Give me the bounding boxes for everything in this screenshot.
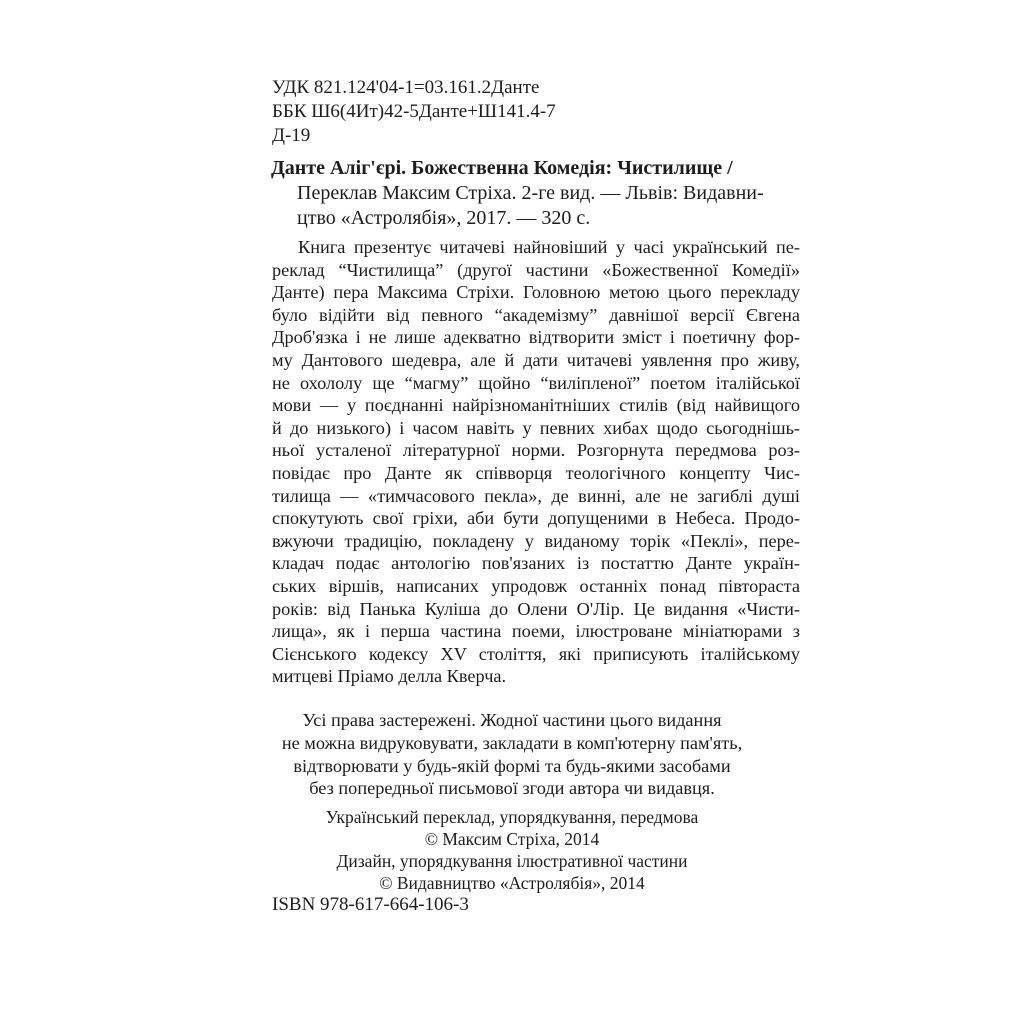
annotation-line: мови — у поєднанні найрізноманітніших стилів (від найвищого (272, 395, 800, 416)
isbn: ISBN 978-617-664-106-3 (272, 894, 469, 915)
annotation-line: вжуючи традицію, покладену у виданому торік «Пеклі», пере- (272, 530, 800, 551)
rights-line: Усі права застережені. Жодної частини цього видання (302, 710, 722, 730)
annotation-line: тилища — «тимчасового пекла», де винні, але не загиблі душі (272, 485, 800, 506)
copyright-credits (240, 806, 784, 894)
annotation-line: Книга презентує читачеві найновіший у часі український пе- (298, 237, 800, 257)
rights-line: без попередньої письмової згоди автора чи видавця. (309, 778, 715, 799)
annotation-line: му Дантового шедевра, але й дати читачеві уявлення про живу, (272, 349, 800, 370)
annotation-line: й до низького) і часом навіть у певних хибах щодо сьогоднішь- (272, 417, 800, 438)
annotation-line: було відійти від певного “академізму” давнішої версії Євгена (272, 304, 800, 325)
rights-line: не можна видруковувати, закладати в комп'ютерну пам'ять, (281, 732, 743, 753)
annotation-line: лища», як і перша частина поеми, ілюстроване мініатюрами з (272, 621, 800, 642)
annotation-line: митцеві Пріамо делла Кверча. (272, 666, 507, 687)
rights-notice (240, 709, 784, 800)
copyright-line: © Видавництво «Астролябія», 2014 (379, 873, 645, 893)
annotation-line: спокутують свої гріхи, аби бути допущеними в Небеса. Продо- (272, 508, 800, 529)
annotation-line: ських віршів, написаних упродовж останніх понад півтораста (272, 575, 800, 596)
catalog-codes (272, 76, 556, 148)
annotation-line: не охололу ще “магму” щойно “виліпленої” поетом італійської (272, 372, 800, 393)
credit-line: Український переклад, упорядкування, передмова (325, 807, 699, 827)
annotation-line: Дроб'язка і не лише адекватно відтворити зміст і поетичну фор- (272, 327, 800, 348)
publication-info-line: цтво «Астролябія», 2017. — 320 с. (297, 207, 591, 229)
bbk-code: ББК Ш6(4Ит)42-5Данте+Ш141.4-7 (272, 101, 556, 122)
annotation-line: Данте) пера Максима Стріхи. Головною метою цього перекладу (272, 282, 800, 303)
credit-line: Дизайн, упорядкування ілюстративної частини (336, 851, 688, 871)
annotation-line: кладач подає антологію пов'язаних із постаттю Данте україн- (272, 553, 800, 574)
annotation-line: ньої усталеної літературної норми. Розгорнута передмова роз- (272, 440, 800, 461)
annotation-line: Сієнського кодексу XV століття, які приписують італійському (272, 643, 800, 664)
annotation-line: реклад “Чистилища” (другої частини «Божественної Комедії» (272, 259, 800, 280)
udk-code: УДК 821.124'04-1=03.161.2Данте (272, 77, 540, 98)
annotation-line: повідає про Данте як співворця теологічного концепту Чис- (272, 462, 800, 483)
bibliographic-record (271, 156, 799, 231)
rights-line: відтворювати у будь-якій формі та будь-якими засобами (293, 755, 731, 776)
book-title: Данте Аліг'єрі. Божественна Комедія: Чистилище / (271, 157, 733, 179)
annotation-line: років: від Панька Куліша до Олени О'Лір. Це видання «Чисти- (272, 598, 800, 619)
publication-info-line: Переклав Максим Стріха. 2-ге вид. — Львів: Видавни- (297, 182, 764, 204)
author-mark: Д-19 (272, 125, 311, 146)
copyright-line: © Максим Стріха, 2014 (424, 829, 600, 849)
annotation (272, 236, 800, 688)
